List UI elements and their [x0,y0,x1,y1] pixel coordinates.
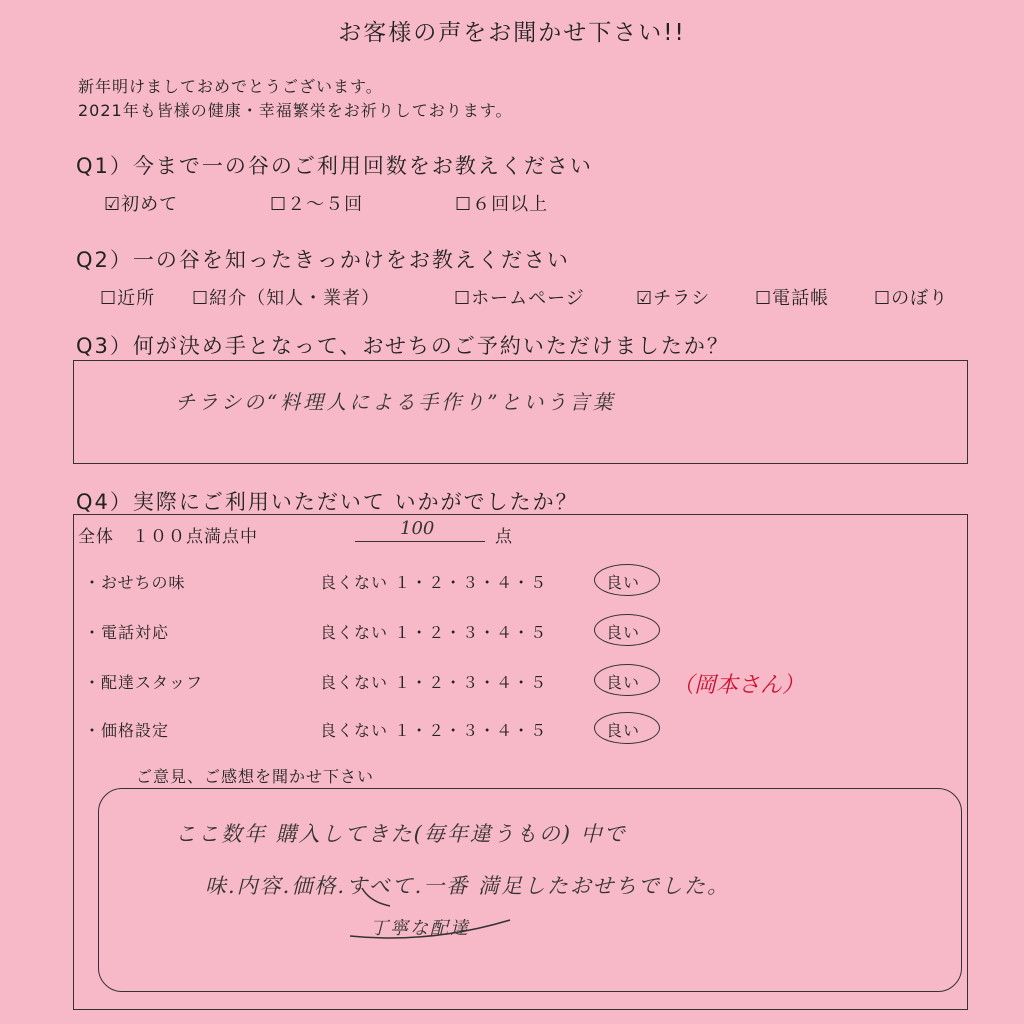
row-label-delivery: ・配達スタッフ [84,673,204,692]
row-scale-price[interactable]: 良くない １・２・３・４・５ [320,721,548,740]
q3-question: Q3）何が決め手となって、おせちのご予約いただけましたか？ [76,334,730,358]
q3-handwritten-answer: チラシの“料理人による手作り”という言葉 [175,390,616,414]
q1-option-6-plus[interactable]: ☐６回以上 [455,194,549,215]
rating-circle-taste [594,564,660,596]
staff-name-note: （岡本さん） [672,673,805,698]
q2-option-flyer[interactable]: ☑チラシ [636,288,711,309]
q1-option-2-5[interactable]: ☐２～５回 [270,194,364,215]
q4-question: Q4）実際にご利用いただいて いかがでしたか？ [76,490,579,514]
q1-question: Q1）今まで一の谷のご利用回数をお教えください [76,154,593,178]
overall-score-value: 100 [400,518,435,539]
comment-line-2: 味.内容.価格.すべて.一番 満足したおせちでした。 [205,874,731,898]
row-scale-taste[interactable]: 良くない １・２・３・４・５ [320,573,548,592]
overall-score-label: 全体 １００点満点中 [78,527,258,547]
row-label-phone: ・電話対応 [84,623,170,642]
comments-label: ご意見、ご感想を聞かせ下さい [136,767,375,786]
row-rating-taste[interactable]: 良い [606,573,641,592]
row-rating-delivery[interactable]: 良い [606,673,641,692]
q2-option-phonebook[interactable]: ☐電話帳 [755,288,830,309]
row-scale-phone[interactable]: 良くない １・２・３・４・５ [320,623,548,642]
q2-question: Q2）一の谷を知ったきっかけをお教えください [76,248,570,272]
q2-option-neighborhood[interactable]: ☐近所 [100,288,156,309]
q2-option-banner[interactable]: ☐のぼり [874,288,949,309]
comment-line-1: ここ数年 購入してきた(毎年違うもの) 中で [175,822,627,846]
rating-circle-price [594,712,660,744]
row-rating-price[interactable]: 良い [606,721,641,740]
rating-circle-delivery [594,664,660,696]
q2-option-referral[interactable]: ☐紹介（知人・業者） [192,288,381,309]
rating-circle-phone [594,614,660,646]
greeting-line-2: 2021年も皆様の健康・幸福繁栄をお祈りしております。 [78,101,513,120]
q1-option-first-time[interactable]: ☑初めて [104,194,179,215]
row-label-taste: ・おせちの味 [84,573,186,592]
overall-score-unit: 点 [495,527,513,547]
q2-option-homepage[interactable]: ☐ホームページ [454,288,585,309]
page-title: お客様の声をお聞かせ下さい!! [338,20,686,46]
greeting-line-1: 新年明けましておめでとうございます。 [78,77,383,96]
row-scale-delivery[interactable]: 良くない １・２・３・４・５ [320,673,548,692]
comment-insert: 丁寧な配達 [370,918,470,939]
row-label-price: ・価格設定 [84,721,170,740]
score-underline [355,541,485,542]
row-rating-phone[interactable]: 良い [606,623,641,642]
